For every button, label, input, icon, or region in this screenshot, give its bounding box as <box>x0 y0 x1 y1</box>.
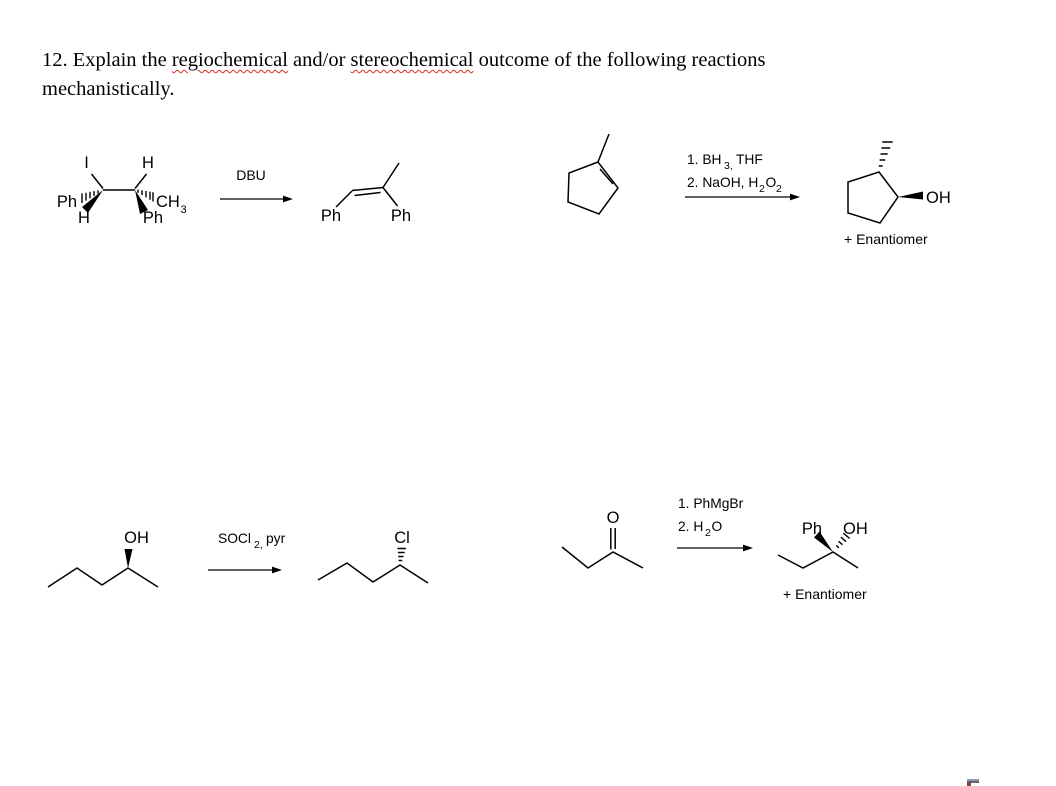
reagent-line1-phmgbr: 1. PhMgBr <box>678 496 744 511</box>
reaction4-arrow <box>677 496 753 551</box>
title-suffix: outcome of the following reactions <box>473 49 766 71</box>
reaction1-arrow <box>220 167 293 202</box>
corner-artifact-block <box>967 782 971 786</box>
reagent-line2-naoh: 2. NaOH, H <box>687 175 759 190</box>
reagent-line2-h2o-a: 2. H <box>678 519 704 534</box>
title-word-stereochemical: stereochemical <box>350 49 474 71</box>
hashed-wedge-methyl <box>879 142 893 166</box>
reaction1-start-structure <box>57 154 187 227</box>
reagent-line2-h2o-b: O <box>711 519 723 534</box>
atom-label-h-bottom: H <box>78 209 90 227</box>
reagent-line1-thf: THF <box>736 152 763 167</box>
reagent-label-dbu: DBU <box>236 167 266 183</box>
bold-wedge-oh <box>125 549 133 568</box>
reaction2-start-structure <box>568 134 618 214</box>
title-word-regiochemical: regiochemical <box>171 49 288 71</box>
reaction2-arrow <box>685 152 800 200</box>
reagent-line2-sub2: 2 <box>776 183 782 195</box>
reaction4-start-structure <box>562 509 643 568</box>
atom-label-oh: OH <box>843 520 868 538</box>
atom-label-ph-product-left: Ph <box>320 207 342 225</box>
atom-label-ch: CH <box>156 193 180 211</box>
reaction4-product-structure <box>778 520 868 602</box>
reaction3-product-structure <box>318 529 428 583</box>
reaction3-arrow <box>208 531 286 573</box>
reagent-pyr: pyr <box>266 531 286 546</box>
title-prefix: 12. Explain the <box>42 49 172 71</box>
reagent-socl2: SOCl <box>218 531 251 546</box>
arrowhead <box>272 567 282 574</box>
atom-label-ph-bottom: Ph <box>142 209 164 227</box>
atom-label-carbonyl-o: O <box>606 509 620 527</box>
reaction2-product-structure <box>844 142 951 247</box>
atom-label-ph-product-right: Ph <box>390 207 412 225</box>
enantiomer-note: + Enantiomer <box>783 586 867 602</box>
arrowhead <box>283 196 293 203</box>
question-line-2: mechanistically. <box>42 78 175 100</box>
arrowhead <box>790 194 800 201</box>
reagent-line2-subscript: 2 <box>705 527 711 539</box>
hashed-wedge-cl <box>398 549 406 561</box>
reaction4-scheme <box>555 480 975 610</box>
reagent-line1-bh3: 1. BH <box>687 152 722 167</box>
reagent-line2-sub1: 2 <box>759 183 765 195</box>
arrowhead <box>743 545 753 552</box>
atom-label-cl: Cl <box>394 529 410 547</box>
reaction3-start-structure <box>48 529 158 587</box>
reagent-line2-o: O <box>765 175 777 190</box>
enantiomer-note: + Enantiomer <box>844 231 928 247</box>
bold-wedge-oh <box>898 192 923 200</box>
reagent-line1-subscript: 3, <box>724 160 733 172</box>
atom-label-ch-subscript: 3 <box>180 204 187 216</box>
reaction3-scheme <box>30 515 460 615</box>
reaction2-scheme <box>555 125 955 255</box>
atom-label-h-top: H <box>142 154 154 172</box>
title-middle: and/or <box>287 49 351 71</box>
atom-label-iodine: I <box>84 154 89 172</box>
atom-label-oh: OH <box>926 189 951 207</box>
atom-label-ph-left: Ph <box>56 193 77 211</box>
atom-label-oh: OH <box>124 529 149 547</box>
page-corner-artifact <box>967 779 980 786</box>
reagent-socl2-subscript: 2, <box>254 539 263 551</box>
reaction1-product-structure <box>321 163 411 225</box>
question-line-1 <box>42 46 962 75</box>
atom-label-ph: Ph <box>801 520 823 538</box>
reaction1-scheme <box>40 130 460 250</box>
question-text <box>42 46 962 104</box>
